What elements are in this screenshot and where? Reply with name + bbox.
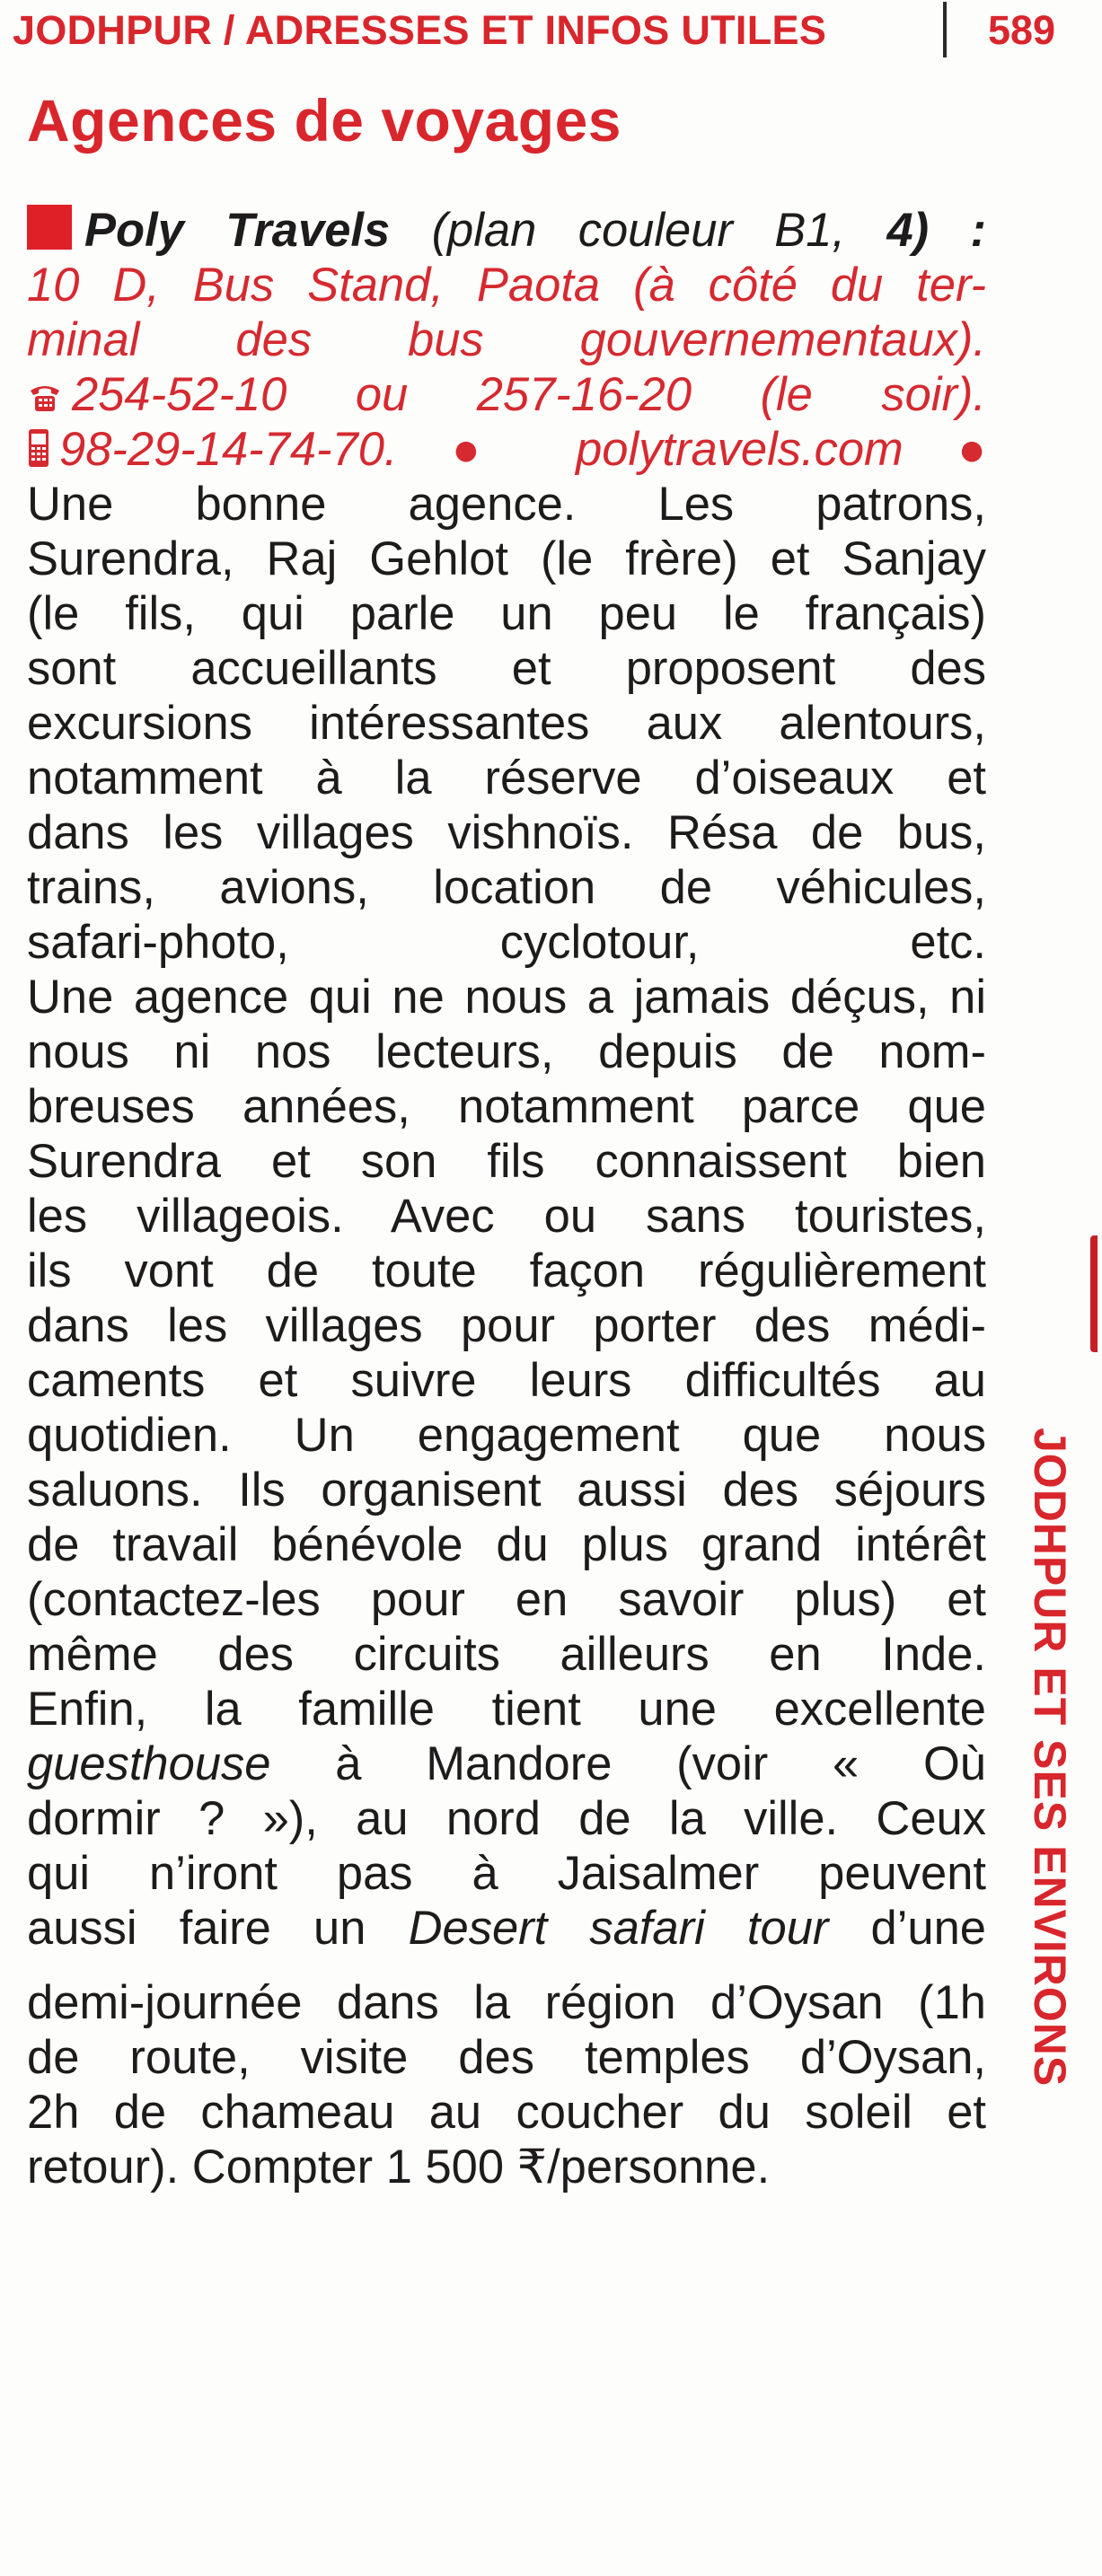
- body-line: breuses années, notamment parce que: [27, 1080, 986, 1133]
- body-line: dans les villages pour porter des médi-: [27, 1299, 986, 1352]
- website-link[interactable]: polytravels.com: [576, 423, 904, 476]
- body-line: Enfin, la famille tient une excellente: [27, 1683, 986, 1736]
- phone-numbers: 254-52-10 ou 257-16-20 (le soir).: [72, 368, 986, 421]
- body-line: 2h de chameau au coucher du soleil et: [27, 2086, 986, 2139]
- body-line: caments et suivre leurs difficultés au: [27, 1354, 986, 1407]
- body-line-desert: [27, 1901, 986, 1956]
- body-line: Surendra et son fils connaissent bien: [27, 1135, 986, 1188]
- mobile-web-line: [27, 422, 986, 477]
- body-line: Une bonne agence. Les patrons,: [27, 478, 986, 531]
- body-line: dans les villages vishnoïs. Résa de bus,: [27, 806, 986, 859]
- body-line: Une agence qui ne nous a jamais déçus, ni: [27, 971, 986, 1024]
- body-line: qui n’iront pas à Jaisalmer peuvent: [27, 1847, 986, 1900]
- body-line: notamment à la réserve d’oiseaux et: [27, 752, 986, 804]
- guesthouse-rest: à Mandore (voir « Où: [270, 1737, 986, 1790]
- body-line: saluons. Ils organisent aussi des séjours: [27, 1464, 986, 1517]
- map-reference-end: ) :: [912, 204, 986, 257]
- body-line: ils vont de toute façon régulièrement: [27, 1244, 986, 1297]
- red-square-marker-icon: [27, 205, 72, 250]
- guesthouse-term: guesthouse: [27, 1737, 271, 1790]
- body-line-last: retour). Compter 1 500 ₹/personne.: [27, 2141, 771, 2194]
- desert-after: d’une: [828, 1902, 986, 1955]
- phone-line: [27, 367, 986, 422]
- mobile-phone-icon: [27, 427, 50, 469]
- body-line: quotidien. Un engagement que nous: [27, 1409, 986, 1462]
- body-line: de route, visite des temples d’Oysan,: [27, 2031, 986, 2084]
- bullet-dot-icon: ●: [957, 423, 986, 476]
- chapter-edge-marker: [1090, 1235, 1098, 1352]
- body-line: nous ni nos lecteurs, depuis de nom-: [27, 1025, 986, 1078]
- running-title: JODHPUR / ADRESSES ET INFOS UTILES: [13, 7, 827, 53]
- body-line: sont accueillants et proposent des: [27, 642, 986, 695]
- body-line: Surendra, Raj Gehlot (le frère) et Sanjay: [27, 532, 986, 585]
- body-line: de travail bénévole du plus grand intérêt: [27, 1518, 986, 1571]
- body-line: dormir ? »), au nord de la ville. Ceux: [27, 1792, 986, 1845]
- page-number: 589: [988, 7, 1056, 53]
- bullet-dot-icon: ●: [451, 423, 522, 476]
- body-line: (contactez-les pour en savoir plus) et: [27, 1573, 986, 1626]
- agency-name: Poly Travels: [84, 204, 391, 257]
- entry-heading-line: [27, 203, 986, 258]
- body-line: (le fils, qui parle un peu le français): [27, 587, 986, 640]
- page-header: [0, 0, 1102, 79]
- map-reference-text: (plan couleur B1,: [431, 204, 887, 257]
- body-line: même des circuits ailleurs en Inde.: [27, 1628, 986, 1681]
- chapter-side-tab: JODHPUR ET SES ENVIRONS: [1025, 1428, 1075, 2088]
- desert-before: aussi faire un: [27, 1902, 409, 1955]
- body-line: demi-journée dans la région d’Oysan (1h: [27, 1976, 986, 2029]
- mobile-number: 98-29-14-74-70.: [59, 423, 398, 476]
- desert-safari-term: Desert safari tour: [408, 1902, 829, 1955]
- body-line: les villageois. Avec ou sans touristes,: [27, 1190, 986, 1243]
- address-line: minal des bus gouvernementaux).: [27, 313, 986, 366]
- header-divider: [943, 2, 947, 57]
- body-line-guesthouse: [27, 1736, 986, 1791]
- listing-entry: [27, 203, 986, 2194]
- column-gap: [27, 1956, 986, 1975]
- map-reference-number: 4: [886, 204, 913, 257]
- map-reference: [432, 204, 986, 257]
- phone-icon: [27, 382, 63, 414]
- section-title: Agences de voyages: [27, 87, 622, 154]
- body-line: trains, avions, location de véhicules,: [27, 861, 986, 914]
- body-line: safari-photo, cyclotour, etc.: [27, 916, 986, 969]
- body-line: excursions intéressantes aux alentours,: [27, 697, 986, 750]
- address-line: 10 D, Bus Stand, Paota (à côté du ter-: [27, 259, 986, 312]
